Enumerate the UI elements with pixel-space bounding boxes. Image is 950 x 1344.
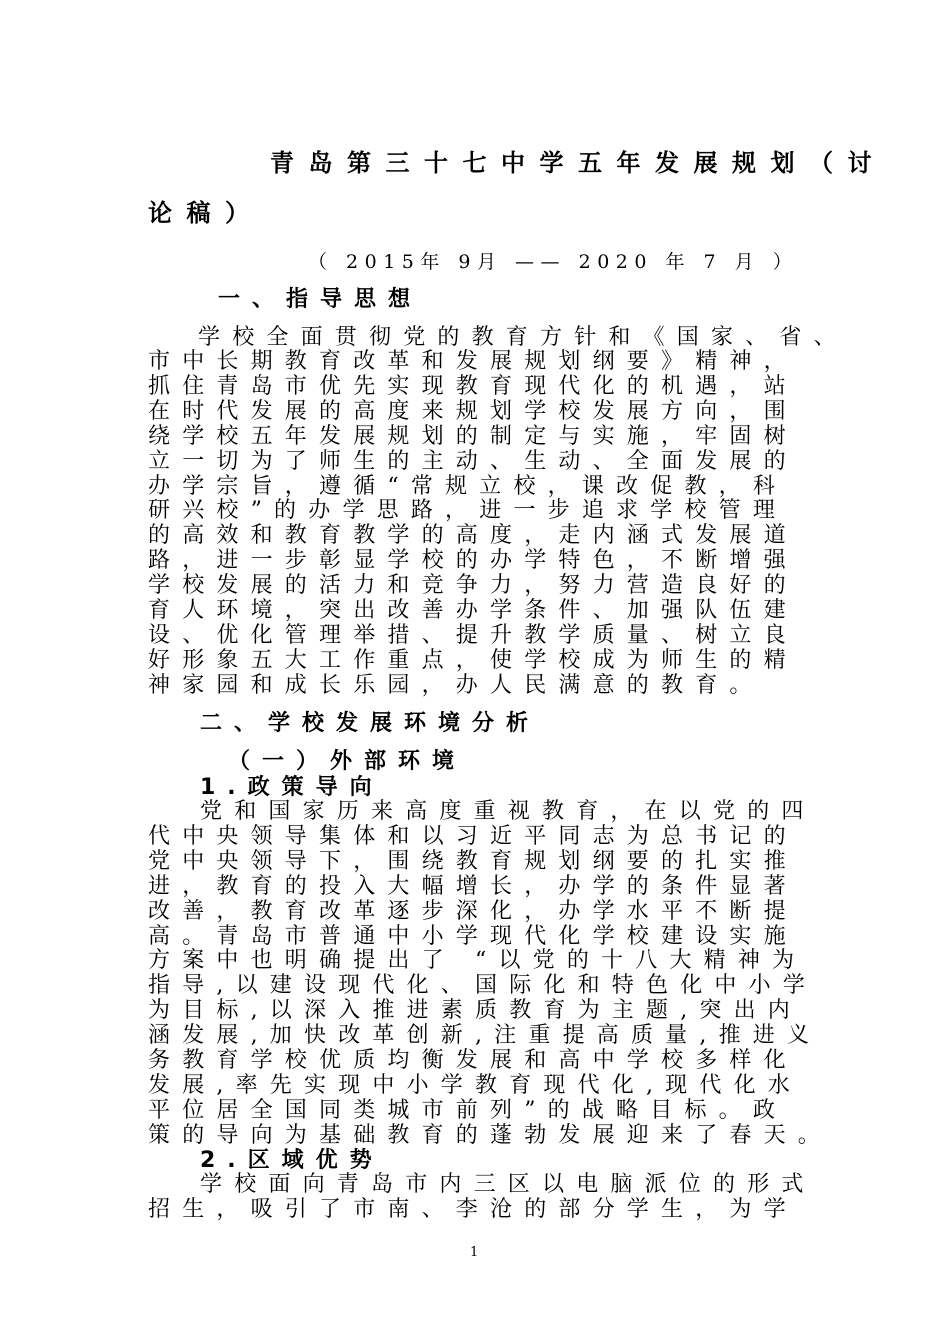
para-line: 抓住青岛市优先实现教育现代化的机遇，站	[148, 374, 798, 399]
para-line: 为目标,以深入推进素质教育为主题,突出内	[148, 998, 802, 1023]
doc-title-line-1: 青岛第三十七中学五年发展规划（讨	[270, 149, 886, 177]
para-line: 指导,以建设现代化、国际化和特色化中小学	[148, 973, 817, 998]
para-line: 党中央领导下，围绕教育规划纲要的扎实推	[148, 849, 798, 874]
para-line: 立一切为了师生的主动、生动、全面发展的	[148, 449, 798, 474]
para-line: 发展,率先实现中小学教育现代化,现代化水	[148, 1073, 802, 1098]
para-line: 路，进一步彰显学校的办学特色，不断增强	[148, 548, 798, 573]
section-heading-1: 一、指导思想	[218, 287, 423, 312]
para-line: 平位居全国同类城市前列”的战略目标。政	[148, 1098, 788, 1123]
page-number: 1	[470, 1245, 479, 1260]
item-heading-2: 2.区域优势	[200, 1148, 384, 1173]
para-line: 神家园和成长乐园，办人民满意的教育。	[148, 673, 764, 698]
para-line: 代中央领导集体和以习近平同志为总书记的	[148, 824, 798, 849]
para-line: 的高效和教育教学的高度，走内涵式发展道	[148, 523, 798, 548]
para-line: 策的导向为基础教育的蓬勃发展迎来了春天。	[148, 1123, 833, 1148]
para-line: 育人环境，突出改善办学条件、加强队伍建	[148, 598, 798, 623]
para-line: 进，教育的投入大幅增长，办学的条件显著	[148, 874, 798, 899]
para-line: 改善，教育改革逐步深化，办学水平不断提	[148, 899, 798, 924]
subsection-heading: （一）外部环境	[228, 749, 467, 774]
para-line: 设、优化管理举措、提升教学质量、树立良	[148, 623, 798, 648]
para-line: 好形象五大工作重点，使学校成为师生的精	[148, 648, 798, 673]
item-heading-1: 1.政策导向	[200, 775, 384, 800]
para-line: 党和国家历来高度重视教育，在以党的四	[200, 799, 816, 824]
para-line: 办学宗旨，遵循“常规立校，课改促教，科	[148, 474, 788, 499]
para-line: 市中长期教育改革和发展规划纲要》精神，	[148, 349, 798, 374]
para-line: 研兴校”的办学思路，进一步追求学校管理	[148, 498, 788, 523]
para-line: 方案中也明确提出了 “以党的十八大精神为	[148, 948, 807, 973]
para-line: 涵发展,加快改革创新,注重提高质量,推进义	[148, 1023, 822, 1048]
para-line: 务教育学校优质均衡发展和高中学校多样化	[148, 1048, 798, 1073]
para-line: 招生，吸引了市南、李沧的部分学生，为学	[148, 1197, 798, 1222]
para-line: 学校发展的活力和竞争力，努力营造良好的	[148, 573, 798, 598]
para-line: 在时代发展的高度来规划学校发展方向，围	[148, 399, 798, 424]
para-line: 高。青岛市普通中小学现代化学校建设实施	[148, 924, 798, 949]
para-line: 学校全面贯彻党的教育方针和《国家、省、	[198, 325, 848, 350]
doc-title-line-2: 论稿）	[148, 199, 264, 227]
date-range: （ 2015年 9月 —— 2020 年 7 月 ）	[308, 251, 799, 273]
para-line: 绕学校五年发展规划的制定与实施，牢固树	[148, 424, 798, 449]
para-line: 学校面向青岛市内三区以电脑派位的形式	[200, 1172, 816, 1197]
section-heading-2: 二、学校发展环境分析	[200, 711, 541, 736]
